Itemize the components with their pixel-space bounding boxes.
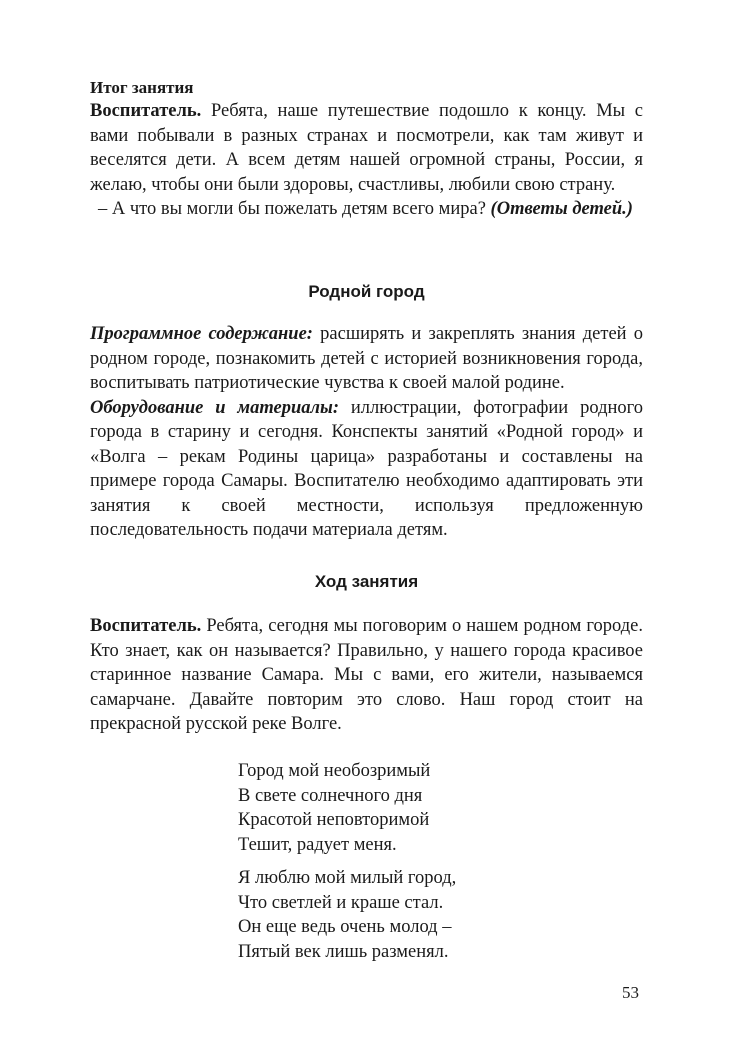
summary-text: Ребята, наше путешествие подошло к концу. Мы с вами побывали в разных странах и посмотрели, как там живут и веселятся дети. А всем детям нашей огромной страны, России, я желаю, чтобы они были здоровы, счастливы, любили свою страну. <box>90 101 643 195</box>
lesson-title-wrap <box>90 282 643 302</box>
equipment-paragraph <box>90 396 643 543</box>
progress-speaker: Воспитатель. <box>90 616 202 636</box>
poem-line: В свете солнечного дня <box>238 785 423 806</box>
summary-speaker: Воспитатель. <box>90 101 202 121</box>
lesson-intro-section <box>90 322 643 543</box>
summary-section <box>90 76 643 222</box>
progress-heading-wrap <box>90 572 643 592</box>
poem-line: Что светлей и краше стал. <box>238 892 444 913</box>
progress-paragraph <box>90 614 643 737</box>
summary-paragraph <box>90 99 643 197</box>
poem-line: Он еще ведь очень молод – <box>238 917 452 937</box>
program-paragraph <box>90 322 643 396</box>
equipment-label: Оборудование и материалы: <box>90 397 339 418</box>
summary-question-text: – А что вы могли бы пожелать детям всего мира? <box>98 199 491 219</box>
poem-stanza-1 <box>238 759 558 857</box>
program-label: Программное содержание: <box>90 324 313 344</box>
summary-heading: Итог занятия <box>90 78 194 97</box>
page-number: 53 <box>622 983 639 1002</box>
poem-line: Тешит, радует меня. <box>238 834 397 855</box>
poem-line: Пятый век лишь разменял. <box>238 941 449 962</box>
progress-text: Ребята, сегодня мы поговорим о нашем родном городе. Кто знает, как он называется? Правильно, у нашего города красивое старинное название Самара. Мы с вами, его жители, называемся самарчане. Давайте повторим это слово. Наш город стоит на прекрасной русской реке Волге. <box>90 616 643 734</box>
summary-question-note: (Ответы детей.) <box>490 199 633 219</box>
summary-question <box>90 197 643 222</box>
progress-section <box>90 614 643 737</box>
poem-line: Я люблю мой милый город, <box>238 868 457 888</box>
equipment-text: иллюстрации, фотографии родного города в старину и сегодня. Конспекты занятий «Родной город» и «Волга – рекам Родины царица» разработаны и составлены на примере города Самары. Воспитателю необходимо адаптировать эти занятия к своей местности, используя предложенную последовательность подачи материала детям. <box>90 397 644 540</box>
program-text: расширять и закреплять знания детей о родном городе, познакомить детей с историей возникновения города, воспитывать патриотические чувства к своей малой родине. <box>90 324 643 393</box>
poem-line: Красотой неповторимой <box>238 810 430 830</box>
poem-line: Город мой необозримый <box>238 761 431 781</box>
progress-heading: Ход занятия <box>314 572 419 591</box>
poem-stanza-2 <box>238 866 558 964</box>
lesson-title: Родной город <box>308 282 425 301</box>
